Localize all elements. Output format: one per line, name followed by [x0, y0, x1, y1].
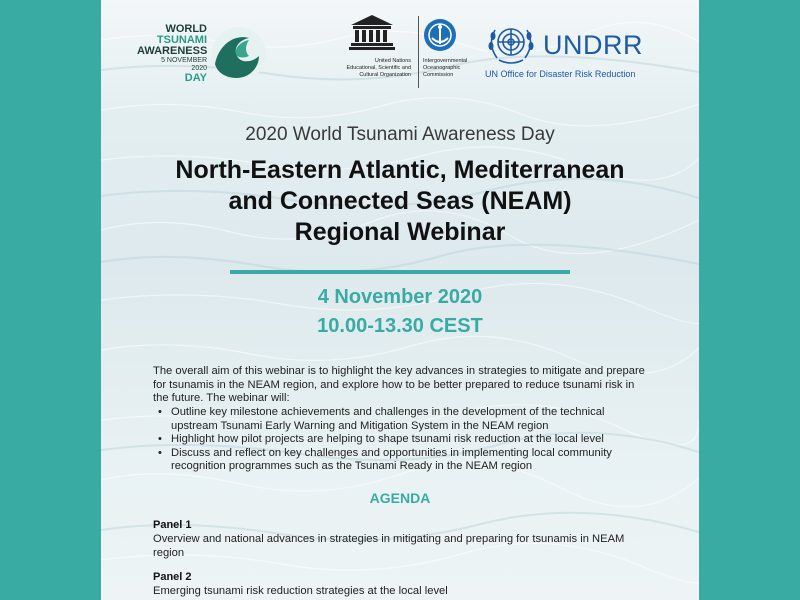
event-subtitle: 2020 World Tsunami Awareness Day [245, 124, 555, 145]
undrr-subtitle: UN Office for Disaster Risk Reduction [485, 69, 636, 79]
objective-item: • Discuss and reflect on key challenges and opportunities in implementing local community recognition programmes such as the Tsunami Ready in the NEAM region [153, 447, 645, 474]
unesco-ioc-logo-block [331, 14, 468, 94]
ioc-name-line-2: Oceanographic [423, 65, 461, 71]
panel-1-description: Overview and national advances in strategies in mitigating and preparing for tsunamis in NEAM region [153, 533, 625, 559]
ioc-name [423, 58, 483, 79]
wtad-line-1: WORLD [165, 23, 207, 35]
tsunami-wave-icon [209, 24, 269, 84]
intro-paragraph: The overall aim of this webinar is to highlight the key advances in strategies to mitigate and prepare for tsunamis in the NEAM region, and explore how to be better prepared to reduce tsunami risk in the future. The webinar will: [153, 365, 645, 404]
undrr-logo-block [485, 20, 655, 82]
event-date: 4 November 2020 [317, 286, 483, 308]
event-title-line-2: and Connected Seas (NEAM) [228, 187, 572, 215]
unesco-name-line-2: Educational, Scientific and [346, 65, 411, 71]
flyer-page [101, 0, 699, 600]
unesco-name-line-3: Cultural Organization [359, 72, 411, 78]
objective-item: • Highlight how pilot projects are helping to shape tsunami risk reduction at the local level [153, 433, 645, 447]
objectives-list [153, 406, 645, 474]
flyer-content [101, 0, 699, 600]
agenda-heading: AGENDA [369, 490, 431, 506]
wtad-line-4: DAY [184, 72, 207, 84]
ioc-name-line-1: Intergovernmental [423, 58, 468, 64]
title-divider [230, 270, 570, 274]
event-time: 10.00-13.30 CEST [317, 315, 483, 337]
wtad-wordmark [137, 24, 207, 84]
un-emblem-icon [485, 20, 537, 66]
wtad-line-3: AWARENESS [137, 45, 208, 57]
wtad-line-6: 2020 [191, 65, 207, 72]
panel-1-title: Panel 1 [153, 519, 192, 531]
panel-2-description: Emerging tsunami risk reduction strategies at the local level [153, 585, 448, 597]
event-title-line-1: North-Eastern Atlantic, Mediterranean [175, 156, 625, 184]
event-title-line-3: Regional Webinar [294, 218, 506, 246]
objective-item: • Outline key milestone achievements and challenges in the development of the technical upstream Tsunami Early Warning and Mitigation System in the NEAM region [153, 406, 645, 433]
wtad-logo-block [137, 24, 267, 86]
wtad-line-5: 5 NOVEMBER [161, 57, 207, 64]
unesco-name-line-1: United Nations [374, 58, 411, 64]
ioc-emblem-icon [423, 18, 457, 52]
unesco-name [331, 58, 411, 79]
ioc-name-line-3: Commission [423, 72, 454, 78]
undrr-wordmark: UNDRR [543, 30, 643, 60]
panel-2-title: Panel 2 [153, 571, 192, 583]
event-title [111, 155, 689, 248]
wtad-line-2: TSUNAMI [156, 34, 207, 46]
unesco-temple-icon [349, 14, 395, 50]
logo-divider [418, 16, 419, 88]
